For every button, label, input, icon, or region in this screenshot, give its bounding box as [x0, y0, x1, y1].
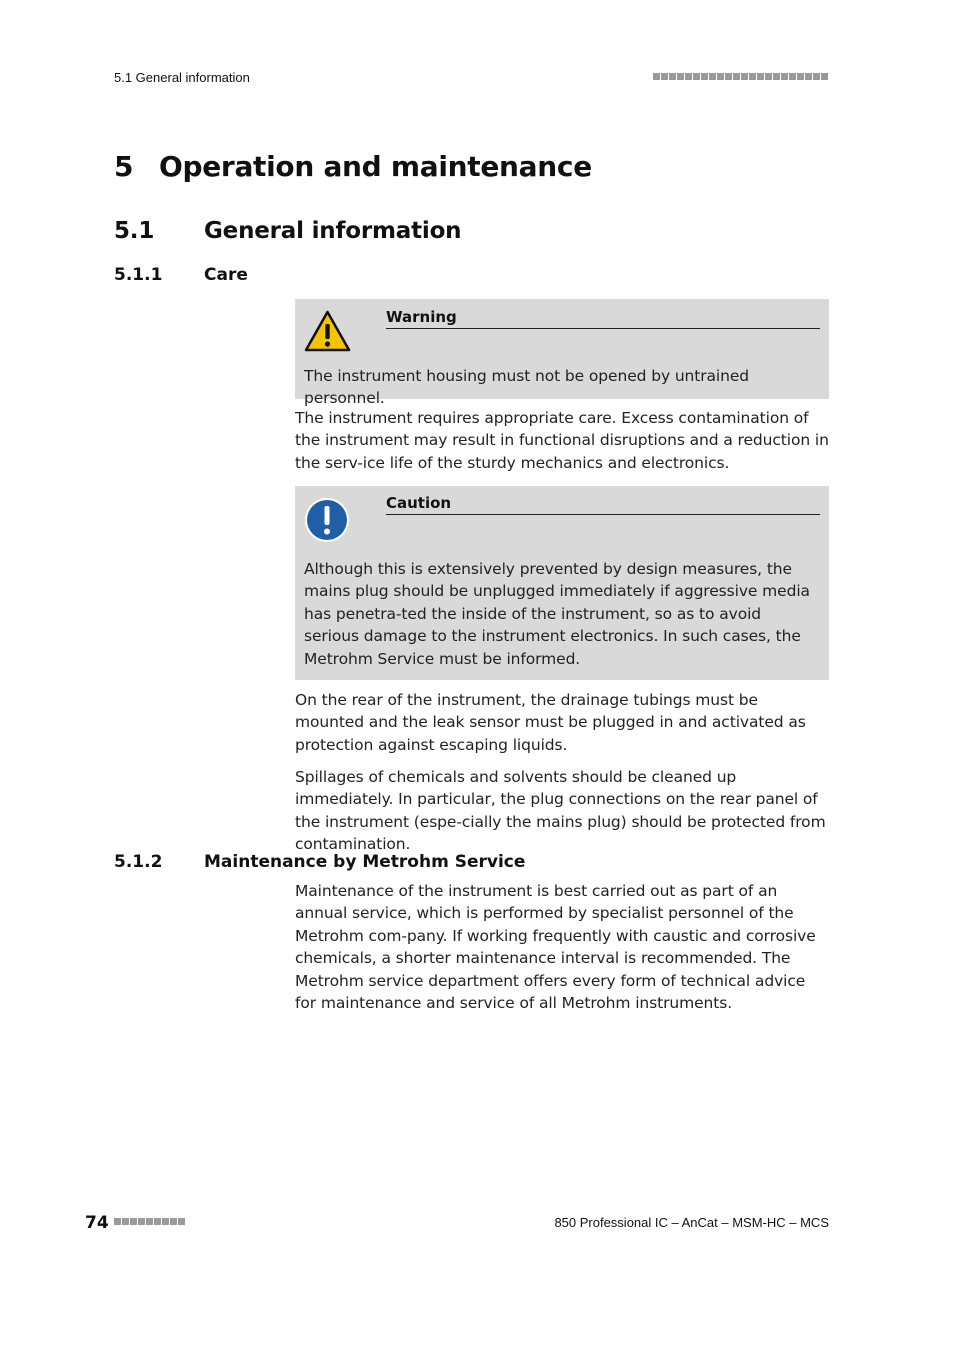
- warning-notice: [295, 299, 829, 408]
- subsection-title: Maintenance by Metrohm Service: [204, 852, 526, 872]
- maintenance-paragraph: Maintenance of the instrument is best carried out as part of an annual service, which is performed by specialist personnel of the Metrohm com-pany. If working frequently with caustic and corrosive chemicals, a shorter maintenance interval is recommended. The Metrohm service department offers every form of technical advice for maintenance and service of all Metrohm instruments.: [295, 882, 816, 1013]
- subsection-title: Care: [204, 265, 248, 285]
- exclamation-circle-icon: [304, 497, 350, 547]
- care-paragraph-2: On the rear of the instrument, the drainage tubings must be mounted and the leak sensor must be plugged in and activated as protection against escaping liquids.: [295, 691, 806, 754]
- header-marker-squares: [653, 73, 828, 80]
- footer-marker-squares: [114, 1218, 185, 1225]
- care-paragraph-3: Spillages of chemicals and solvents should be cleaned up immediately. In particular, the plug connections on the rear panel of the instrument (espe-cially the mains plug) should be protected from contamination.: [295, 768, 826, 854]
- chapter-title: Operation and maintenance: [159, 150, 592, 183]
- warning-title: Warning: [386, 308, 820, 329]
- caution-title: Caution: [386, 494, 820, 515]
- care-paragraph-1: The instrument requires appropriate care. Excess contamination of the instrument may result in functional disruptions and a reduction in the serv-ice life of the sturdy mechanics and electronics.: [295, 409, 829, 472]
- warning-triangle-icon: [304, 310, 351, 356]
- subsection-heading-5-1-1: [114, 265, 248, 285]
- section-heading-5-1: [114, 218, 461, 244]
- subsection-heading-5-1-2: [114, 852, 525, 872]
- subsection-number: 5.1.1: [114, 265, 163, 285]
- chapter-number: 5: [114, 150, 134, 183]
- warning-text: The instrument housing must not be opened by untrained personnel.: [304, 367, 750, 408]
- footer-document-title: 850 Professional IC – AnCat – MSM-HC – MCS: [554, 1215, 829, 1230]
- running-header: 5.1 General information: [114, 70, 250, 85]
- subsection-number: 5.1.2: [114, 852, 163, 872]
- caution-notice: [295, 486, 829, 680]
- caution-text: Although this is extensively prevented by design measures, the mains plug should be unplugged immediately if aggressive media has penetra-ted the inside of the instrument, so as to avoid serious damage to the instrument electronics. In such cases, the Metrohm Service must be informed.: [304, 560, 810, 668]
- section-title: General information: [204, 218, 462, 244]
- section-number: 5.1: [114, 218, 155, 244]
- page-number: 74: [85, 1213, 109, 1233]
- chapter-heading: [114, 150, 592, 183]
